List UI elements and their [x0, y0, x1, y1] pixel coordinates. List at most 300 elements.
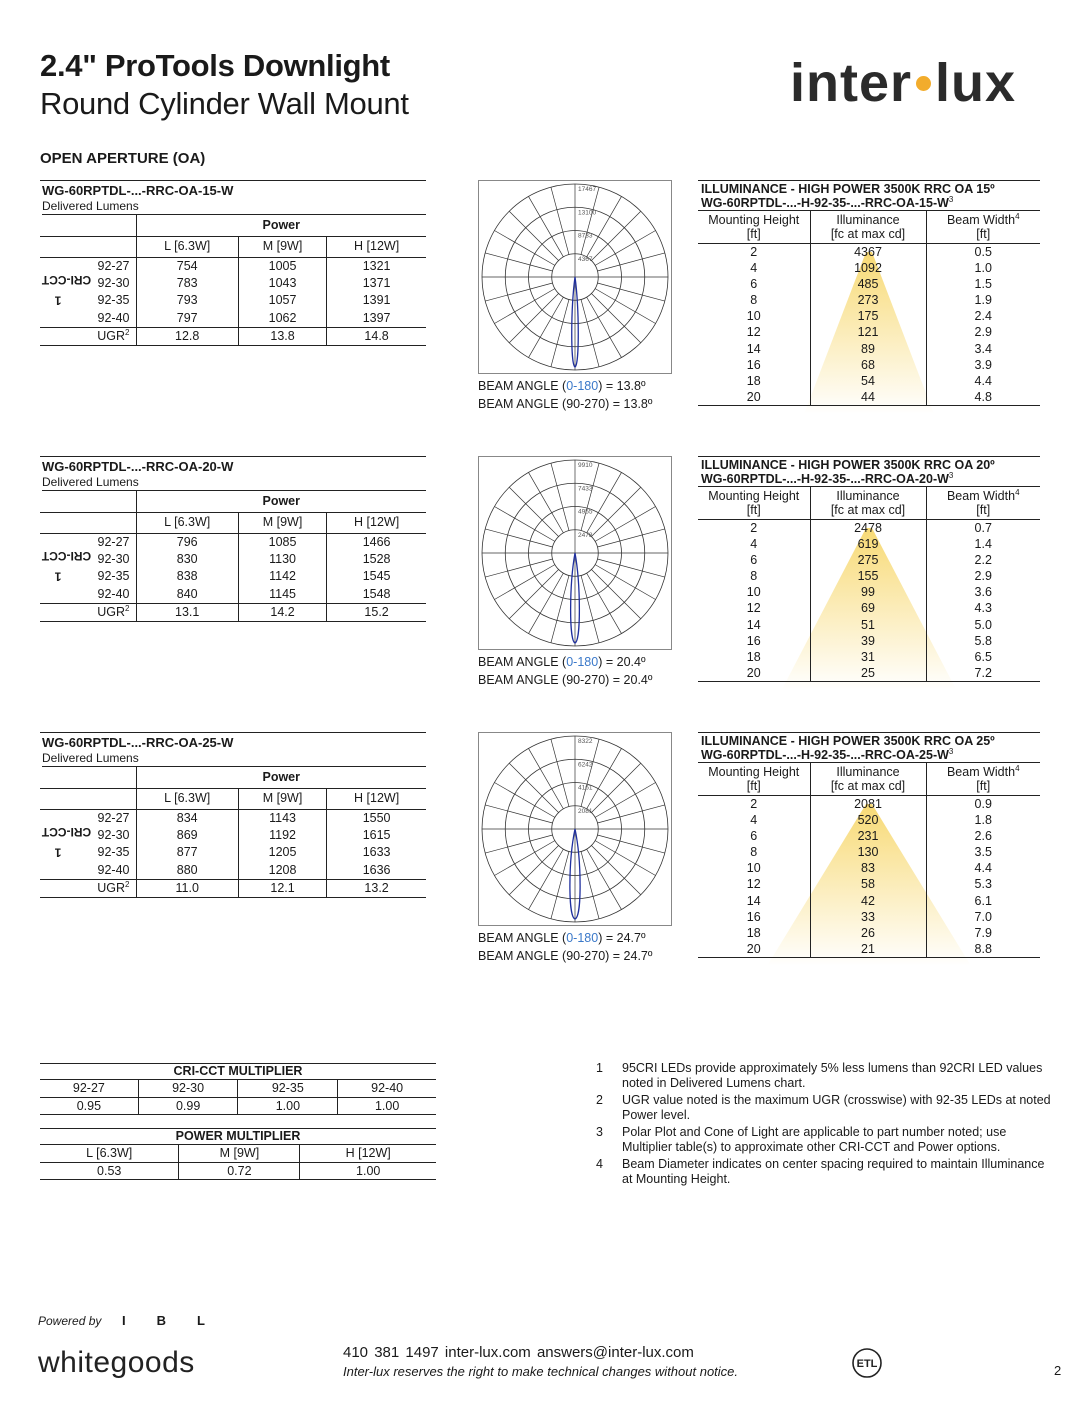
illuminance-value: 1092 [810, 260, 926, 276]
ugr-label: UGR$^2$ [56, 879, 136, 897]
polar-ring-label: 8733 [578, 232, 593, 240]
lumen-value: 1615 [362, 827, 391, 842]
illuminance-value: 130 [810, 844, 926, 860]
polar-ring-label: 17467 [578, 186, 597, 193]
table-row [698, 795, 1040, 812]
polar-ring-label: 6242 [578, 761, 593, 769]
mounting-height-value: 16 [698, 633, 810, 649]
table-row [698, 633, 1040, 649]
illuminance-header-row [698, 763, 1040, 795]
lumen-value: 1205 [238, 844, 326, 862]
table-row [698, 600, 1040, 616]
beam-width-value: 1.8 [974, 812, 992, 827]
footnote-text: Beam Diameter indicates on center spacing required to maintain Illuminance at Mounting Height. [622, 1157, 1045, 1186]
illuminance-value: 2081 [810, 795, 926, 812]
ugr-row [40, 327, 426, 345]
illuminance-value: 2478 [810, 519, 926, 536]
lumen-value: 793 [136, 292, 238, 310]
cri-cct-value: 92-30 [56, 275, 136, 293]
table-row [40, 257, 426, 275]
illuminance-value: 231 [810, 828, 926, 844]
column-header: M [9W] [238, 236, 326, 257]
interlux-logo [790, 53, 1017, 113]
cri-cct-value: 92-35 [56, 292, 136, 310]
column-header: L [6.3W] [136, 236, 238, 257]
beam-width-value: 4.4 [974, 373, 992, 388]
beam-width-value: 1.0 [974, 260, 992, 275]
illuminance-value: 275 [810, 552, 926, 568]
lumen-value: 1208 [238, 862, 326, 880]
ugr-value: 13.1 [136, 603, 238, 621]
illuminance-header: Illuminance [fc at max cd] [810, 211, 926, 243]
power-mult-header: H [12W] [300, 1145, 436, 1162]
lumen-value: 796 [136, 533, 238, 551]
illuminance-header-row [698, 487, 1040, 519]
section-heading: OPEN APERTURE (OA) [40, 150, 206, 167]
disclaimer: Inter-lux reserves the right to make technical changes without notice. [343, 1364, 739, 1379]
beam-angle-line: BEAM ANGLE (90-270) = 24.7º [478, 949, 653, 963]
beam-width-value: 2.6 [974, 828, 992, 843]
table-row [698, 552, 1040, 568]
cri-cct-value: 92-35 [56, 568, 136, 586]
cri-mult-header: 92-30 [138, 1080, 238, 1097]
illuminance-value: 4367 [810, 243, 926, 260]
table-row [698, 860, 1040, 876]
beam-angle-line: BEAM ANGLE (90-270) = 13.8º [478, 397, 653, 411]
beam-width-value: 6.1 [974, 893, 992, 908]
illuminance-title: ILLUMINANCE - HIGH POWER 3500K RRC OA 20º [701, 458, 995, 472]
footnote-number: 1 [596, 1061, 603, 1075]
page-subtitle: Round Cylinder Wall Mount [40, 86, 409, 121]
polar-ring-label: 8322 [578, 738, 593, 745]
table-row [40, 275, 426, 293]
whitegoods-logo: whitegoods [38, 1346, 195, 1379]
illuminance-title: ILLUMINANCE - HIGH POWER 3500K RRC OA 15º [701, 182, 995, 196]
mounting-height-value: 8 [698, 844, 810, 860]
power-mult-value: 1.00 [300, 1162, 436, 1179]
beam-width-value: 1.5 [974, 276, 992, 291]
illuminance-table [698, 732, 1040, 958]
beam-width-value: 3.6 [974, 585, 992, 600]
mounting-height-value: 10 [698, 860, 810, 876]
power-header: Power [136, 491, 426, 512]
lumen-value: 1636 [327, 862, 426, 880]
table-row [698, 584, 1040, 600]
illuminance-value: 68 [810, 357, 926, 373]
table-row [40, 292, 426, 310]
cri-cct-multiplier-title: CRI-CCT MULTIPLIER [40, 1063, 436, 1080]
lumen-value: 1321 [362, 258, 391, 273]
beam-angle-line: BEAM ANGLE (0-180) = 20.4º [478, 655, 646, 669]
power-mult-header: M [9W] [179, 1145, 300, 1162]
column-header: M [9W] [238, 788, 326, 809]
mounting-height-value: 6 [698, 828, 810, 844]
illuminance-header-row [698, 211, 1040, 243]
beam-range-link: 0-180 [566, 379, 599, 393]
beam-width-value: 3.9 [974, 357, 992, 372]
illuminance-title: ILLUMINANCE - HIGH POWER 3500K RRC OA 25º [701, 734, 995, 748]
illuminance-value: 42 [810, 892, 926, 908]
power-header: Power [136, 767, 426, 788]
mounting-height-value: 2 [698, 243, 810, 260]
table-row [698, 941, 1040, 958]
power-mult-header: L [6.3W] [40, 1145, 179, 1162]
table-row [698, 308, 1040, 324]
illuminance-value: 31 [810, 649, 926, 665]
polar-ring-label: 13100 [578, 209, 597, 217]
beam-width-value: 6.5 [974, 649, 992, 664]
ugr-label: UGR$^2$ [56, 327, 136, 345]
mounting-height-value: 12 [698, 876, 810, 892]
illuminance-value: 26 [810, 925, 926, 941]
illuminance-table [698, 180, 1040, 406]
beam-range-link: 0-180 [566, 655, 599, 669]
part-number: WG-60RPTDL-...-RRC-OA-20-W [42, 459, 234, 474]
polar-ring-label: 7433 [578, 485, 593, 493]
table-row [698, 812, 1040, 828]
table-row [698, 665, 1040, 682]
ugr-row [40, 879, 426, 897]
mounting-height-value: 8 [698, 568, 810, 584]
lumen-value: 1633 [362, 845, 391, 860]
cri-cct-value: 92-27 [56, 257, 136, 275]
mounting-height-header: Mounting Height [ft] [698, 763, 810, 795]
beam-width-value: 4.8 [926, 389, 1040, 406]
mounting-height-value: 14 [698, 892, 810, 908]
cri-mult-value: 0.99 [138, 1097, 238, 1114]
mounting-height-value: 4 [698, 536, 810, 552]
beam-angle-line: BEAM ANGLE (90-270) = 20.4º [478, 673, 653, 687]
table-row [40, 809, 426, 827]
ugr-value: 14.2 [238, 603, 326, 621]
mounting-height-value: 12 [698, 324, 810, 340]
illuminance-value: 121 [810, 324, 926, 340]
ugr-value: 12.1 [238, 879, 326, 897]
illuminance-header: Illuminance [fc at max cd] [810, 763, 926, 795]
beam-width-value: 0.9 [974, 796, 992, 811]
lumen-value: 840 [136, 586, 238, 604]
cri-cct-value: 92-40 [56, 586, 136, 604]
illuminance-value: 175 [810, 308, 926, 324]
table-row [698, 909, 1040, 925]
polar-plot [478, 732, 672, 926]
lumen-value: 1085 [238, 533, 326, 551]
illuminance-value: 619 [810, 536, 926, 552]
cri-cct-value: 92-40 [56, 310, 136, 328]
table-subtitle: Delivered Lumens [42, 199, 426, 215]
cert-label: ETL [856, 1358, 878, 1370]
mounting-height-value: 14 [698, 340, 810, 356]
mounting-height-value: 18 [698, 373, 810, 389]
illuminance-part-number: $WG-60RPTDL-...-H-92-35-...-RRC-OA-25-W^3$ [701, 746, 954, 762]
lumen-value: 1397 [327, 310, 426, 328]
cri-cct-row-label: CRI-CCT 1 [40, 257, 56, 327]
beam-width-value: 0.7 [974, 520, 992, 535]
polar-ring-label: 9910 [578, 462, 593, 469]
beam-width-header: Beam Width$^4$ [ft] [926, 211, 1040, 243]
polar-ring-label: 4367 [578, 255, 593, 263]
mounting-height-value: 10 [698, 308, 810, 324]
polar-ring-label: 2081 [578, 807, 593, 815]
footnote-number: 2 [596, 1093, 603, 1107]
mounting-height-value: 4 [698, 260, 810, 276]
illuminance-header: Illuminance [fc at max cd] [810, 487, 926, 519]
beam-angle-text [478, 377, 652, 413]
lumen-value: 838 [136, 568, 238, 586]
ugr-value: 13.2 [327, 879, 426, 897]
mounting-height-value: 2 [698, 519, 810, 536]
footnote-text: 95CRI LEDs provide approximately 5% less lumens than 92CRI LED values noted in Delivered Lumens chart. [622, 1061, 1043, 1090]
table-row [40, 551, 426, 569]
lumen-value: 1371 [362, 275, 391, 290]
table-row [698, 373, 1040, 389]
polar-plot [478, 180, 672, 374]
beam-width-value: 3.4 [974, 341, 992, 356]
lumen-value: 1192 [238, 827, 326, 845]
cri-cct-value: 92-27 [56, 809, 136, 827]
logo-text-left: inter [790, 53, 913, 113]
ugr-value: 12.8 [136, 327, 238, 345]
table-row [40, 310, 426, 328]
table-row [698, 357, 1040, 373]
column-header: H [12W] [327, 512, 426, 533]
footnote [596, 1061, 1056, 1090]
table-subtitle: Delivered Lumens [42, 475, 426, 491]
illuminance-value: 51 [810, 616, 926, 632]
mounting-height-value: 4 [698, 812, 810, 828]
table-row [698, 616, 1040, 632]
beam-width-value: 3.5 [974, 844, 992, 859]
table-row [698, 568, 1040, 584]
lumen-value: 754 [136, 257, 238, 275]
mounting-height-value: 10 [698, 584, 810, 600]
illuminance-value: 83 [810, 860, 926, 876]
lumen-value: 1391 [362, 293, 391, 308]
footnote-number: 3 [596, 1125, 603, 1139]
table-row [698, 292, 1040, 308]
table-row [40, 827, 426, 845]
table-row [40, 586, 426, 604]
logo-dot-icon [916, 76, 931, 91]
polar-plot [478, 456, 672, 650]
column-header: L [6.3W] [136, 788, 238, 809]
cri-mult-header: 92-27 [40, 1080, 138, 1097]
table-row [40, 533, 426, 551]
illuminance-value: 44 [810, 389, 926, 406]
illuminance-value: 25 [810, 665, 926, 682]
table-row [698, 519, 1040, 536]
ugr-row [40, 603, 426, 621]
page-number: 2 [1054, 1363, 1062, 1378]
power-multiplier-title: POWER MULTIPLIER [40, 1128, 436, 1145]
table-row [40, 568, 426, 586]
footnote [596, 1125, 1056, 1154]
lumen-value: 1550 [362, 810, 391, 825]
lumen-value: 797 [136, 310, 238, 328]
ugr-label: UGR$^2$ [56, 603, 136, 621]
footnote-text: UGR value noted is the maximum UGR (crosswise) with 92-35 LEDs at noted Power level. [622, 1093, 1051, 1122]
lumen-value: 830 [136, 551, 238, 569]
mounting-height-value: 14 [698, 616, 810, 632]
mounting-height-value: 2 [698, 795, 810, 812]
lumen-value: 1130 [238, 551, 326, 569]
lumen-value: 1548 [327, 586, 426, 604]
powered-by-label: Powered by [38, 1314, 102, 1328]
part-number: WG-60RPTDL-...-RRC-OA-25-W [42, 735, 234, 750]
cri-mult-value: 1.00 [238, 1097, 338, 1114]
lumen-value: 877 [136, 844, 238, 862]
beam-angle-line: BEAM ANGLE (0-180) = 24.7º [478, 931, 646, 945]
beam-width-header: Beam Width$^4$ [ft] [926, 487, 1040, 519]
mounting-height-value: 18 [698, 925, 810, 941]
table-row [698, 844, 1040, 860]
footnotes [596, 1061, 1056, 1189]
beam-width-value: 4.3 [974, 601, 992, 616]
power-header: Power [136, 215, 426, 236]
lumen-value: 1005 [238, 257, 326, 275]
table-row [40, 862, 426, 880]
mounting-height-value: 8 [698, 292, 810, 308]
table-row [698, 649, 1040, 665]
beam-width-value: 7.9 [974, 925, 992, 940]
table-row [698, 260, 1040, 276]
cri-cct-value: 92-27 [56, 533, 136, 551]
table-subtitle: Delivered Lumens [42, 751, 426, 767]
part-number: WG-60RPTDL-...-RRC-OA-15-W [42, 183, 234, 198]
beam-width-value: 0.5 [974, 244, 992, 259]
lumen-value: 1545 [362, 569, 391, 584]
delivered-lumens-table [40, 180, 426, 346]
power-mult-value: 0.72 [179, 1162, 300, 1179]
lumen-value: 1528 [362, 551, 391, 566]
beam-angle-text [478, 929, 652, 965]
lumen-value: 869 [136, 827, 238, 845]
cri-cct-value: 92-30 [56, 827, 136, 845]
mounting-height-header: Mounting Height [ft] [698, 211, 810, 243]
illuminance-value: 39 [810, 633, 926, 649]
column-header: H [12W] [327, 236, 426, 257]
ugr-value: 15.2 [327, 603, 426, 621]
lumen-value: 1145 [238, 586, 326, 604]
footnote-number: 4 [596, 1157, 603, 1171]
lumen-value: 1057 [238, 292, 326, 310]
table-row [698, 389, 1040, 406]
lumen-value: 1062 [238, 310, 326, 328]
page-title: 2.4" ProTools Downlight [40, 48, 390, 83]
beam-width-value: 5.3 [974, 877, 992, 892]
beam-width-value: 5.0 [974, 617, 992, 632]
column-header: H [12W] [327, 788, 426, 809]
illuminance-value: 33 [810, 909, 926, 925]
illuminance-value: 273 [810, 292, 926, 308]
mounting-height-value: 18 [698, 649, 810, 665]
power-multiplier-table [40, 1128, 436, 1180]
illuminance-value: 89 [810, 340, 926, 356]
polar-ring-label: 2478 [578, 531, 593, 539]
illuminance-value: 69 [810, 600, 926, 616]
beam-width-value: 2.2 [974, 552, 992, 567]
mounting-height-header: Mounting Height [ft] [698, 487, 810, 519]
lumen-value: 1043 [238, 275, 326, 293]
footnote [596, 1093, 1056, 1122]
table-row [698, 536, 1040, 552]
cri-mult-value: 1.00 [338, 1097, 436, 1114]
column-header: M [9W] [238, 512, 326, 533]
table-row [698, 876, 1040, 892]
logo-text-right: lux [935, 53, 1017, 113]
table-row [698, 892, 1040, 908]
beam-width-value: 1.4 [974, 536, 992, 551]
illuminance-value: 54 [810, 373, 926, 389]
table-row [698, 828, 1040, 844]
cri-cct-value: 92-40 [56, 862, 136, 880]
beam-width-header: Beam Width$^4$ [ft] [926, 763, 1040, 795]
table-row [698, 324, 1040, 340]
column-header: L [6.3W] [136, 512, 238, 533]
lumen-value: 1466 [362, 534, 391, 549]
mounting-height-value: 16 [698, 357, 810, 373]
illuminance-value: 21 [810, 941, 926, 958]
delivered-lumens-table [40, 732, 426, 898]
table-row [698, 925, 1040, 941]
illuminance-part-number: $WG-60RPTDL-...-H-92-35-...-RRC-OA-15-W^3$ [701, 194, 954, 210]
cri-cct-row-label: CRI-CCT 1 [40, 809, 56, 879]
delivered-lumens-table [40, 456, 426, 622]
mounting-height-value: 12 [698, 600, 810, 616]
polar-ring-label: 4955 [578, 508, 593, 516]
beam-width-value: 2.9 [974, 325, 992, 340]
lumen-value: 1143 [238, 809, 326, 827]
mounting-height-value: 6 [698, 552, 810, 568]
lumen-value: 1142 [238, 568, 326, 586]
beam-width-value: 7.2 [926, 665, 1040, 682]
beam-width-value: 7.0 [974, 909, 992, 924]
illuminance-table [698, 456, 1040, 682]
beam-width-value: 8.8 [926, 941, 1040, 958]
beam-width-value: 4.4 [974, 861, 992, 876]
beam-angle-text [478, 653, 652, 689]
mounting-height-value: 16 [698, 909, 810, 925]
ugr-value: 11.0 [136, 879, 238, 897]
cri-mult-value: 0.95 [40, 1097, 138, 1114]
illuminance-value: 155 [810, 568, 926, 584]
ibl-logo: IBL [122, 1313, 236, 1328]
polar-ring-label: 4161 [578, 784, 593, 792]
etl-certification-icon [848, 1346, 886, 1380]
table-row [698, 243, 1040, 260]
ugr-value: 13.8 [238, 327, 326, 345]
mounting-height-value: 20 [698, 941, 810, 958]
contact-info: 410 381 1497 inter-lux.com answers@inter-lux.com [343, 1344, 694, 1361]
lumen-value: 880 [136, 862, 238, 880]
power-mult-value: 0.53 [40, 1162, 179, 1179]
ugr-value: 14.8 [327, 327, 426, 345]
table-row [40, 844, 426, 862]
beam-width-value: 2.4 [974, 309, 992, 324]
mounting-height-value: 6 [698, 276, 810, 292]
beam-width-value: 1.9 [974, 292, 992, 307]
lumen-value: 834 [136, 809, 238, 827]
footnote-text: Polar Plot and Cone of Light are applicable to part number noted; use Multiplier table(s) to approximate other CRI-CCT and Power options. [622, 1125, 1007, 1154]
cri-cct-multiplier-table [40, 1063, 436, 1115]
beam-width-value: 2.9 [974, 568, 992, 583]
table-row [698, 276, 1040, 292]
mounting-height-value: 20 [698, 665, 810, 682]
illuminance-value: 485 [810, 276, 926, 292]
beam-range-link: 0-180 [566, 931, 599, 945]
illuminance-value: 58 [810, 876, 926, 892]
cri-mult-header: 92-35 [238, 1080, 338, 1097]
